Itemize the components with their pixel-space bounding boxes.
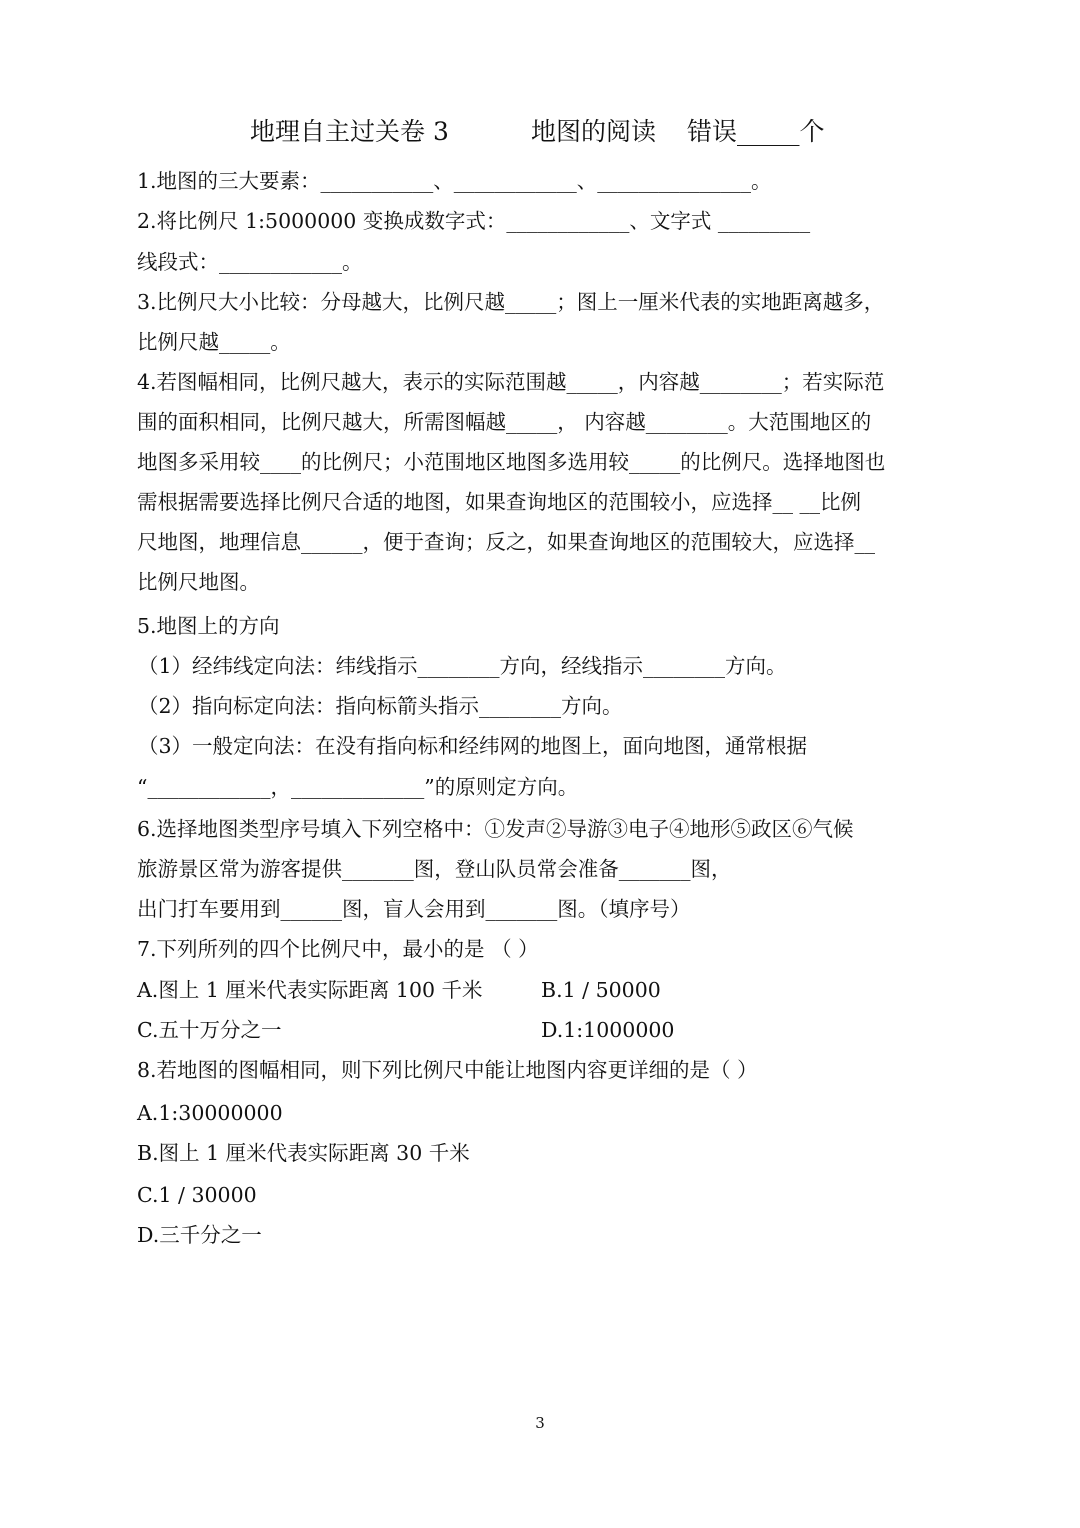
- q3-line-2: 比例尺越_____。: [137, 330, 291, 354]
- worksheet-title: 地理自主过关卷 3: [250, 117, 449, 146]
- q5-heading: 5.地图上的方向: [137, 614, 280, 638]
- q2-line-1: 2.将比例尺 1:5000000 变换成数字式：____________、文字式 _________: [137, 209, 811, 233]
- q5-item-3-cont: “____________，_____________”的原则定方向。: [137, 775, 579, 799]
- q7-option-a: A.图上 1 厘米代表实际距离 100 千米: [137, 978, 483, 1002]
- q8-option-b: B.图上 1 厘米代表实际距离 30 千米: [137, 1141, 470, 1165]
- q3-line-1: 3.比例尺大小比较：分母越大，比例尺越_____；图上一厘米代表的实地距离越多，: [137, 290, 885, 314]
- q4-line-5: 尺地图，地理信息______，便于查询；反之，如果查询地区的范围较大，应选择__: [137, 530, 875, 554]
- q7-option-b: B.1 / 50000: [541, 978, 661, 1002]
- q5-item-3: （3）一般定向法：在没有指向标和经纬网的地图上，面向地图，通常根据: [138, 734, 808, 758]
- q8-option-c: C.1 / 30000: [137, 1183, 257, 1207]
- q4-line-3: 地图多采用较____的比例尺；小范围地区地图多选用较_____的比例尺。选择地图也: [137, 450, 886, 474]
- q1-line: 1.地图的三大要素：___________、____________、_______________。: [137, 169, 772, 193]
- q7-option-d: D.1:1000000: [541, 1018, 675, 1042]
- q8-option-a: A.1:30000000: [137, 1101, 283, 1125]
- q4-line-1: 4.若图幅相同，比例尺越大，表示的实际范围越_____，内容越________；若实际范: [137, 370, 885, 394]
- q2-line-2: 线段式：____________。: [137, 250, 363, 274]
- error-count-field: 错误_____个: [687, 117, 825, 146]
- q5-item-2: （2）指向标定向法：指向标箭头指示________方向。: [138, 694, 623, 718]
- q4-line-4: 需根据需要选择比例尺合适的地图，如果查询地区的范围较小，应选择__ __比例: [137, 490, 862, 514]
- q8-stem: 8.若地图的图幅相同，则下列比例尺中能让地图内容更详细的是（ ）: [137, 1058, 758, 1082]
- q7-option-c: C.五十万分之一: [137, 1018, 282, 1042]
- q8-option-d: D.三千分之一: [137, 1223, 262, 1247]
- q4-line-6: 比例尺地图。: [137, 570, 260, 594]
- page-number: 3: [535, 1414, 545, 1432]
- q6-line-3: 出门打车要用到______图，盲人会用到_______图。（填序号）: [137, 897, 691, 921]
- q5-item-1: （1）经纬线定向法：纬线指示________方向，经线指示________方向。: [138, 654, 787, 678]
- worksheet-topic: 地图的阅读: [531, 117, 657, 146]
- q7-stem: 7.下列所列的四个比例尺中，最小的是 （ ）: [137, 937, 539, 961]
- q6-line-1: 6.选择地图类型序号填入下列空格中：①发声②导游③电子④地形⑤政区⑥气候: [137, 817, 854, 841]
- q4-line-2: 围的面积相同，比例尺越大，所需图幅越_____， 内容越________。大范围地区的: [137, 410, 872, 434]
- q6-line-2: 旅游景区常为游客提供_______图，登山队员常会准备_______图，: [137, 857, 732, 881]
